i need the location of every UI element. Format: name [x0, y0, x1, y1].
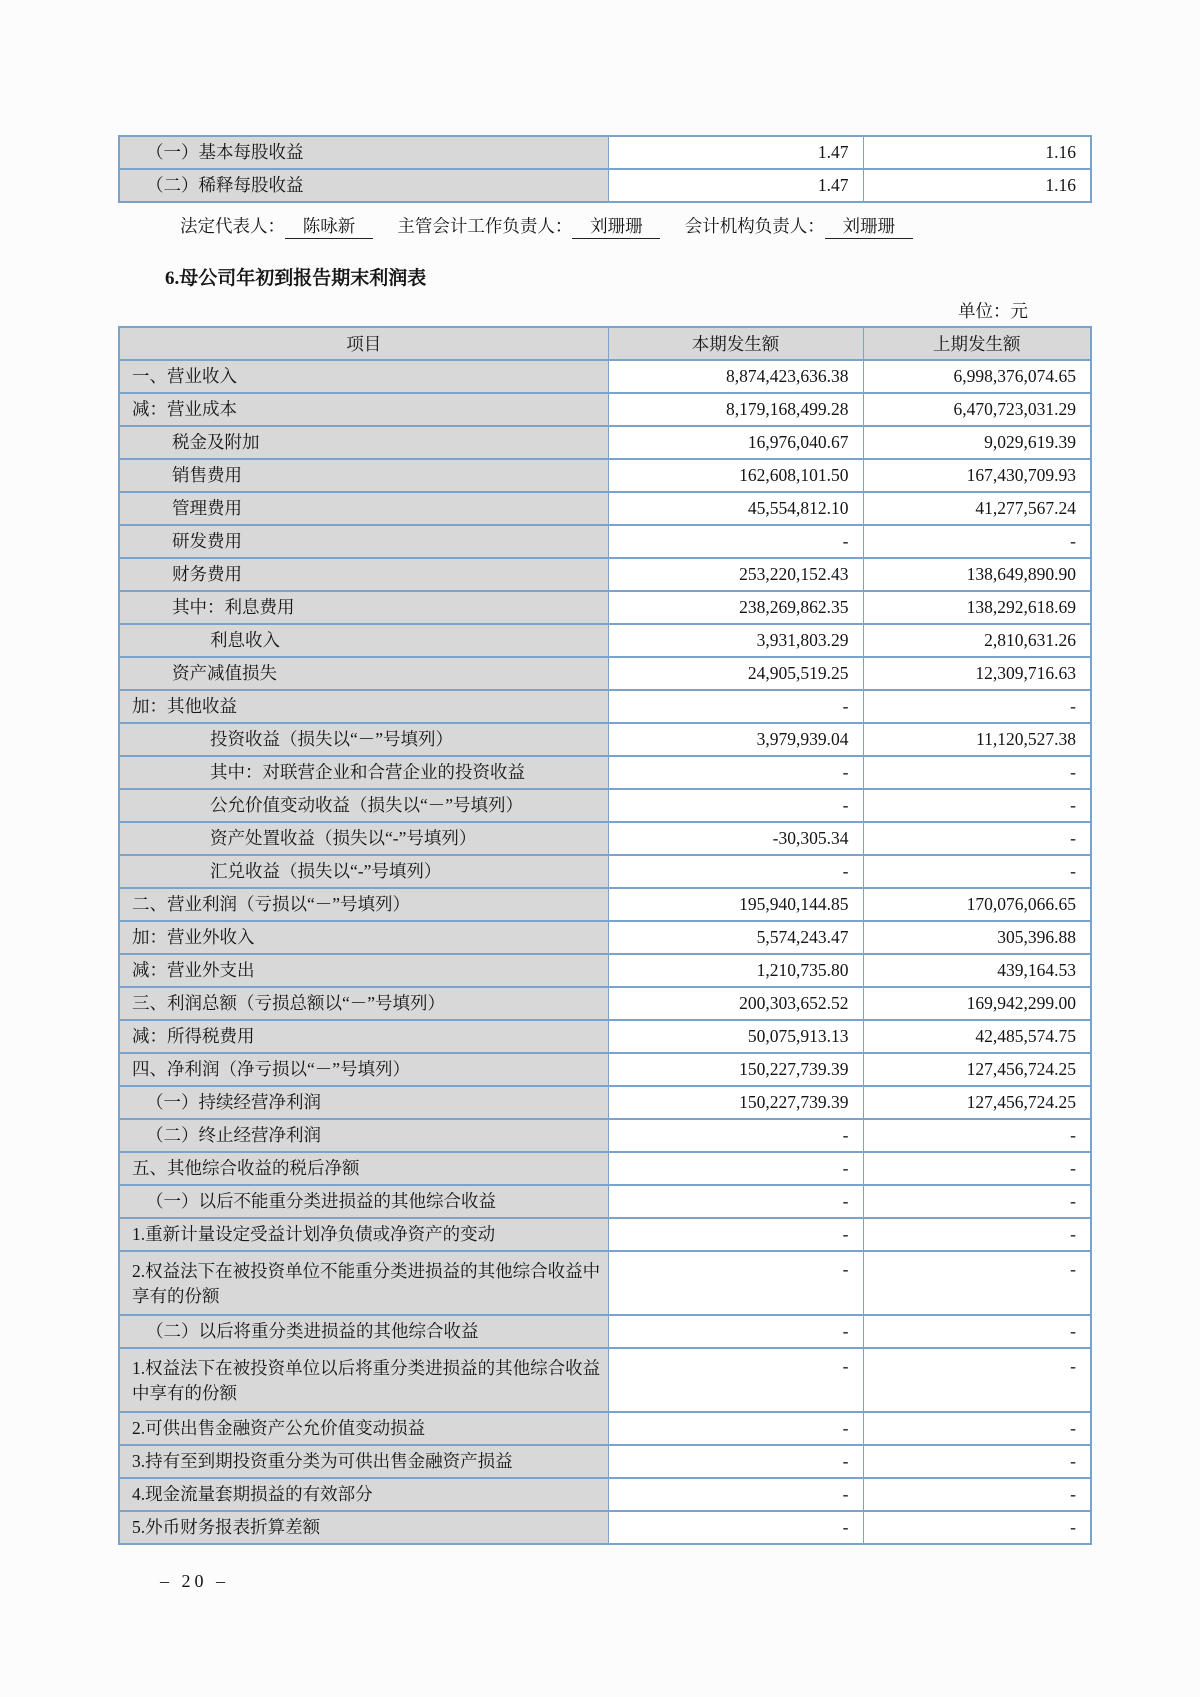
previous-amount-cell: - [863, 855, 1091, 888]
table-header-row [119, 327, 1091, 360]
current-amount-cell: 195,940,144.85 [608, 888, 863, 921]
current-amount-cell: - [608, 1218, 863, 1251]
table-row [119, 1478, 1091, 1511]
table-row [119, 393, 1091, 426]
previous-amount-cell: - [863, 1511, 1091, 1544]
item-label-cell: 税金及附加 [119, 426, 608, 459]
item-label-cell: （一）以后不能重分类进损益的其他综合收益 [119, 1185, 608, 1218]
table-row [119, 459, 1091, 492]
item-label-cell: 五、其他综合收益的税后净额 [119, 1152, 608, 1185]
current-amount-cell: 50,075,913.13 [608, 1020, 863, 1053]
current-amount-cell: - [608, 855, 863, 888]
item-label-cell: 汇兑收益（损失以“-”号填列） [119, 855, 608, 888]
current-amount-cell: - [608, 1445, 863, 1478]
table-row [119, 855, 1091, 888]
item-label-cell: 加：营业外收入 [119, 921, 608, 954]
table-row [119, 921, 1091, 954]
column-header-prior-period: 上期发生额 [863, 327, 1091, 360]
previous-amount-cell: - [863, 756, 1091, 789]
accounting-office-label: 会计机构负责人： [684, 216, 825, 236]
current-amount-cell: - [608, 1185, 863, 1218]
previous-amount-cell: 138,292,618.69 [863, 591, 1091, 624]
accounting-office-name: 刘珊珊 [825, 213, 913, 239]
item-label-cell: 其中：对联营企业和合营企业的投资收益 [119, 756, 608, 789]
current-amount-cell: - [608, 1315, 863, 1348]
previous-amount-cell: 138,649,890.90 [863, 558, 1091, 591]
item-label-cell: 资产减值损失 [119, 657, 608, 690]
current-amount-cell: - [608, 1251, 863, 1315]
current-amount-cell: - [608, 1348, 863, 1412]
previous-amount-cell: - [863, 1185, 1091, 1218]
previous-amount-cell: 9,029,619.39 [863, 426, 1091, 459]
previous-amount-cell: 127,456,724.25 [863, 1053, 1091, 1086]
item-label-cell: （二）稀释每股收益 [119, 169, 608, 202]
table-row [119, 360, 1091, 393]
current-amount-cell: 8,874,423,636.38 [608, 360, 863, 393]
legal-rep-label: 法定代表人： [180, 216, 285, 236]
item-label-cell: 减：所得税费用 [119, 1020, 608, 1053]
item-label-cell: 1.权益法下在被投资单位以后将重分类进损益的其他综合收益中享有的份额 [119, 1348, 608, 1412]
item-label-cell: 投资收益（损失以“－”号填列） [119, 723, 608, 756]
table-row [119, 558, 1091, 591]
current-amount-cell: - [608, 756, 863, 789]
table-row [119, 1511, 1091, 1544]
item-label-cell: 2.可供出售金融资产公允价值变动损益 [119, 1412, 608, 1445]
previous-amount-cell: - [863, 1119, 1091, 1152]
table-row [119, 822, 1091, 855]
column-header-current-period: 本期发生额 [608, 327, 863, 360]
item-label-cell: 四、净利润（净亏损以“－”号填列） [119, 1053, 608, 1086]
table-row [119, 888, 1091, 921]
item-label-cell: 公允价值变动收益（损失以“－”号填列） [119, 789, 608, 822]
current-amount-cell: 253,220,152.43 [608, 558, 863, 591]
table-row [119, 657, 1091, 690]
previous-amount-cell: 439,164.53 [863, 954, 1091, 987]
previous-amount-cell: - [863, 1251, 1091, 1315]
current-amount-cell: -30,305.34 [608, 822, 863, 855]
table-row [119, 136, 1091, 169]
table-row [119, 1119, 1091, 1152]
current-amount-cell: - [608, 1511, 863, 1544]
previous-amount-cell: - [863, 1348, 1091, 1412]
previous-amount-cell: - [863, 1478, 1091, 1511]
table-row [119, 954, 1091, 987]
signature-line [118, 213, 1090, 239]
current-amount-cell: 16,976,040.67 [608, 426, 863, 459]
item-label-cell: 利息收入 [119, 624, 608, 657]
table-row [119, 169, 1091, 202]
previous-amount-cell: 42,485,574.75 [863, 1020, 1091, 1053]
item-label-cell: 减：营业成本 [119, 393, 608, 426]
legal-rep-group [180, 216, 373, 236]
current-amount-cell: 150,227,739.39 [608, 1053, 863, 1086]
item-label-cell: 三、利润总额（亏损总额以“－”号填列） [119, 987, 608, 1020]
item-label-cell: （二）以后将重分类进损益的其他综合收益 [119, 1315, 608, 1348]
previous-amount-cell: 1.16 [863, 169, 1091, 202]
current-amount-cell: 150,227,739.39 [608, 1086, 863, 1119]
unit-label: 单位：元 [958, 301, 1028, 321]
accounting-office-group [685, 216, 913, 236]
previous-amount-cell: - [863, 822, 1091, 855]
item-label-cell: 一、营业收入 [119, 360, 608, 393]
item-label-cell: 2.权益法下在被投资单位不能重分类进损益的其他综合收益中享有的份额 [119, 1251, 608, 1315]
current-amount-cell: - [608, 789, 863, 822]
table-row [119, 723, 1091, 756]
previous-amount-cell: 41,277,567.24 [863, 492, 1091, 525]
previous-amount-cell: 170,076,066.65 [863, 888, 1091, 921]
previous-amount-cell: 305,396.88 [863, 921, 1091, 954]
column-header-item: 项目 [119, 327, 608, 360]
current-amount-cell: 5,574,243.47 [608, 921, 863, 954]
table-row [119, 1218, 1091, 1251]
previous-amount-cell: 167,430,709.93 [863, 459, 1091, 492]
item-label-cell: 其中：利息费用 [119, 591, 608, 624]
previous-amount-cell: - [863, 690, 1091, 723]
current-amount-cell: 3,931,803.29 [608, 624, 863, 657]
previous-amount-cell: 12,309,716.63 [863, 657, 1091, 690]
previous-amount-cell: - [863, 1315, 1091, 1348]
current-amount-cell: 45,554,812.10 [608, 492, 863, 525]
item-label-cell: 1.重新计量设定受益计划净负债或净资产的变动 [119, 1218, 608, 1251]
table-row [119, 690, 1091, 723]
legal-rep-name: 陈咏新 [285, 213, 373, 239]
chief-accountant-group [397, 216, 660, 236]
current-amount-cell: - [608, 1119, 863, 1152]
item-label-cell: 减：营业外支出 [119, 954, 608, 987]
previous-amount-cell: - [863, 525, 1091, 558]
item-label-cell: 研发费用 [119, 525, 608, 558]
item-label-cell: 销售费用 [119, 459, 608, 492]
income-statement-table [118, 326, 1092, 1545]
previous-amount-cell: - [863, 789, 1091, 822]
previous-amount-cell: - [863, 1152, 1091, 1185]
previous-amount-cell: - [863, 1412, 1091, 1445]
previous-amount-cell: 169,942,299.00 [863, 987, 1091, 1020]
chief-accountant-label: 主管会计工作负责人： [397, 216, 573, 236]
previous-amount-cell: 11,120,527.38 [863, 723, 1091, 756]
table-row [119, 1053, 1091, 1086]
section-title: 6.母公司年初到报告期末利润表 [165, 268, 427, 289]
previous-amount-cell: - [863, 1445, 1091, 1478]
item-label-cell: 加：其他收益 [119, 690, 608, 723]
item-label-cell: 5.外币财务报表折算差额 [119, 1511, 608, 1544]
table-row [119, 1315, 1091, 1348]
page-content [118, 0, 1090, 1592]
table-row [119, 1348, 1091, 1412]
table-row [119, 624, 1091, 657]
current-amount-cell: 24,905,519.25 [608, 657, 863, 690]
current-amount-cell: 200,303,652.52 [608, 987, 863, 1020]
current-amount-cell: - [608, 1412, 863, 1445]
table-row [119, 1086, 1091, 1119]
current-amount-cell: 8,179,168,499.28 [608, 393, 863, 426]
page-number: – 20 – [160, 1571, 229, 1591]
table-row [119, 525, 1091, 558]
table-row [119, 1251, 1091, 1315]
item-label-cell: （一）基本每股收益 [119, 136, 608, 169]
current-amount-cell: - [608, 1478, 863, 1511]
item-label-cell: （一）持续经营净利润 [119, 1086, 608, 1119]
previous-amount-cell: 127,456,724.25 [863, 1086, 1091, 1119]
current-amount-cell: 162,608,101.50 [608, 459, 863, 492]
previous-amount-cell: 6,470,723,031.29 [863, 393, 1091, 426]
current-amount-cell: 3,979,939.04 [608, 723, 863, 756]
table-row [119, 987, 1091, 1020]
current-amount-cell: 238,269,862.35 [608, 591, 863, 624]
previous-amount-cell: 2,810,631.26 [863, 624, 1091, 657]
table-row [119, 756, 1091, 789]
table-row [119, 1152, 1091, 1185]
table-row [119, 1445, 1091, 1478]
current-amount-cell: - [608, 525, 863, 558]
item-label-cell: （二）终止经营净利润 [119, 1119, 608, 1152]
table-row [119, 1185, 1091, 1218]
table-row [119, 789, 1091, 822]
previous-amount-cell: 6,998,376,074.65 [863, 360, 1091, 393]
eps-table [118, 135, 1092, 203]
current-amount-cell: - [608, 690, 863, 723]
item-label-cell: 4.现金流量套期损益的有效部分 [119, 1478, 608, 1511]
current-amount-cell: - [608, 1152, 863, 1185]
chief-accountant-name: 刘珊珊 [572, 213, 660, 239]
table-row [119, 591, 1091, 624]
table-row [119, 426, 1091, 459]
current-amount-cell: 1,210,735.80 [608, 954, 863, 987]
current-amount-cell: 1.47 [608, 136, 863, 169]
table-row [119, 492, 1091, 525]
item-label-cell: 管理费用 [119, 492, 608, 525]
previous-amount-cell: - [863, 1218, 1091, 1251]
current-amount-cell: 1.47 [608, 169, 863, 202]
item-label-cell: 财务费用 [119, 558, 608, 591]
item-label-cell: 二、营业利润（亏损以“－”号填列） [119, 888, 608, 921]
table-row [119, 1412, 1091, 1445]
item-label-cell: 资产处置收益（损失以“-”号填列） [119, 822, 608, 855]
previous-amount-cell: 1.16 [863, 136, 1091, 169]
table-row [119, 1020, 1091, 1053]
item-label-cell: 3.持有至到期投资重分类为可供出售金融资产损益 [119, 1445, 608, 1478]
